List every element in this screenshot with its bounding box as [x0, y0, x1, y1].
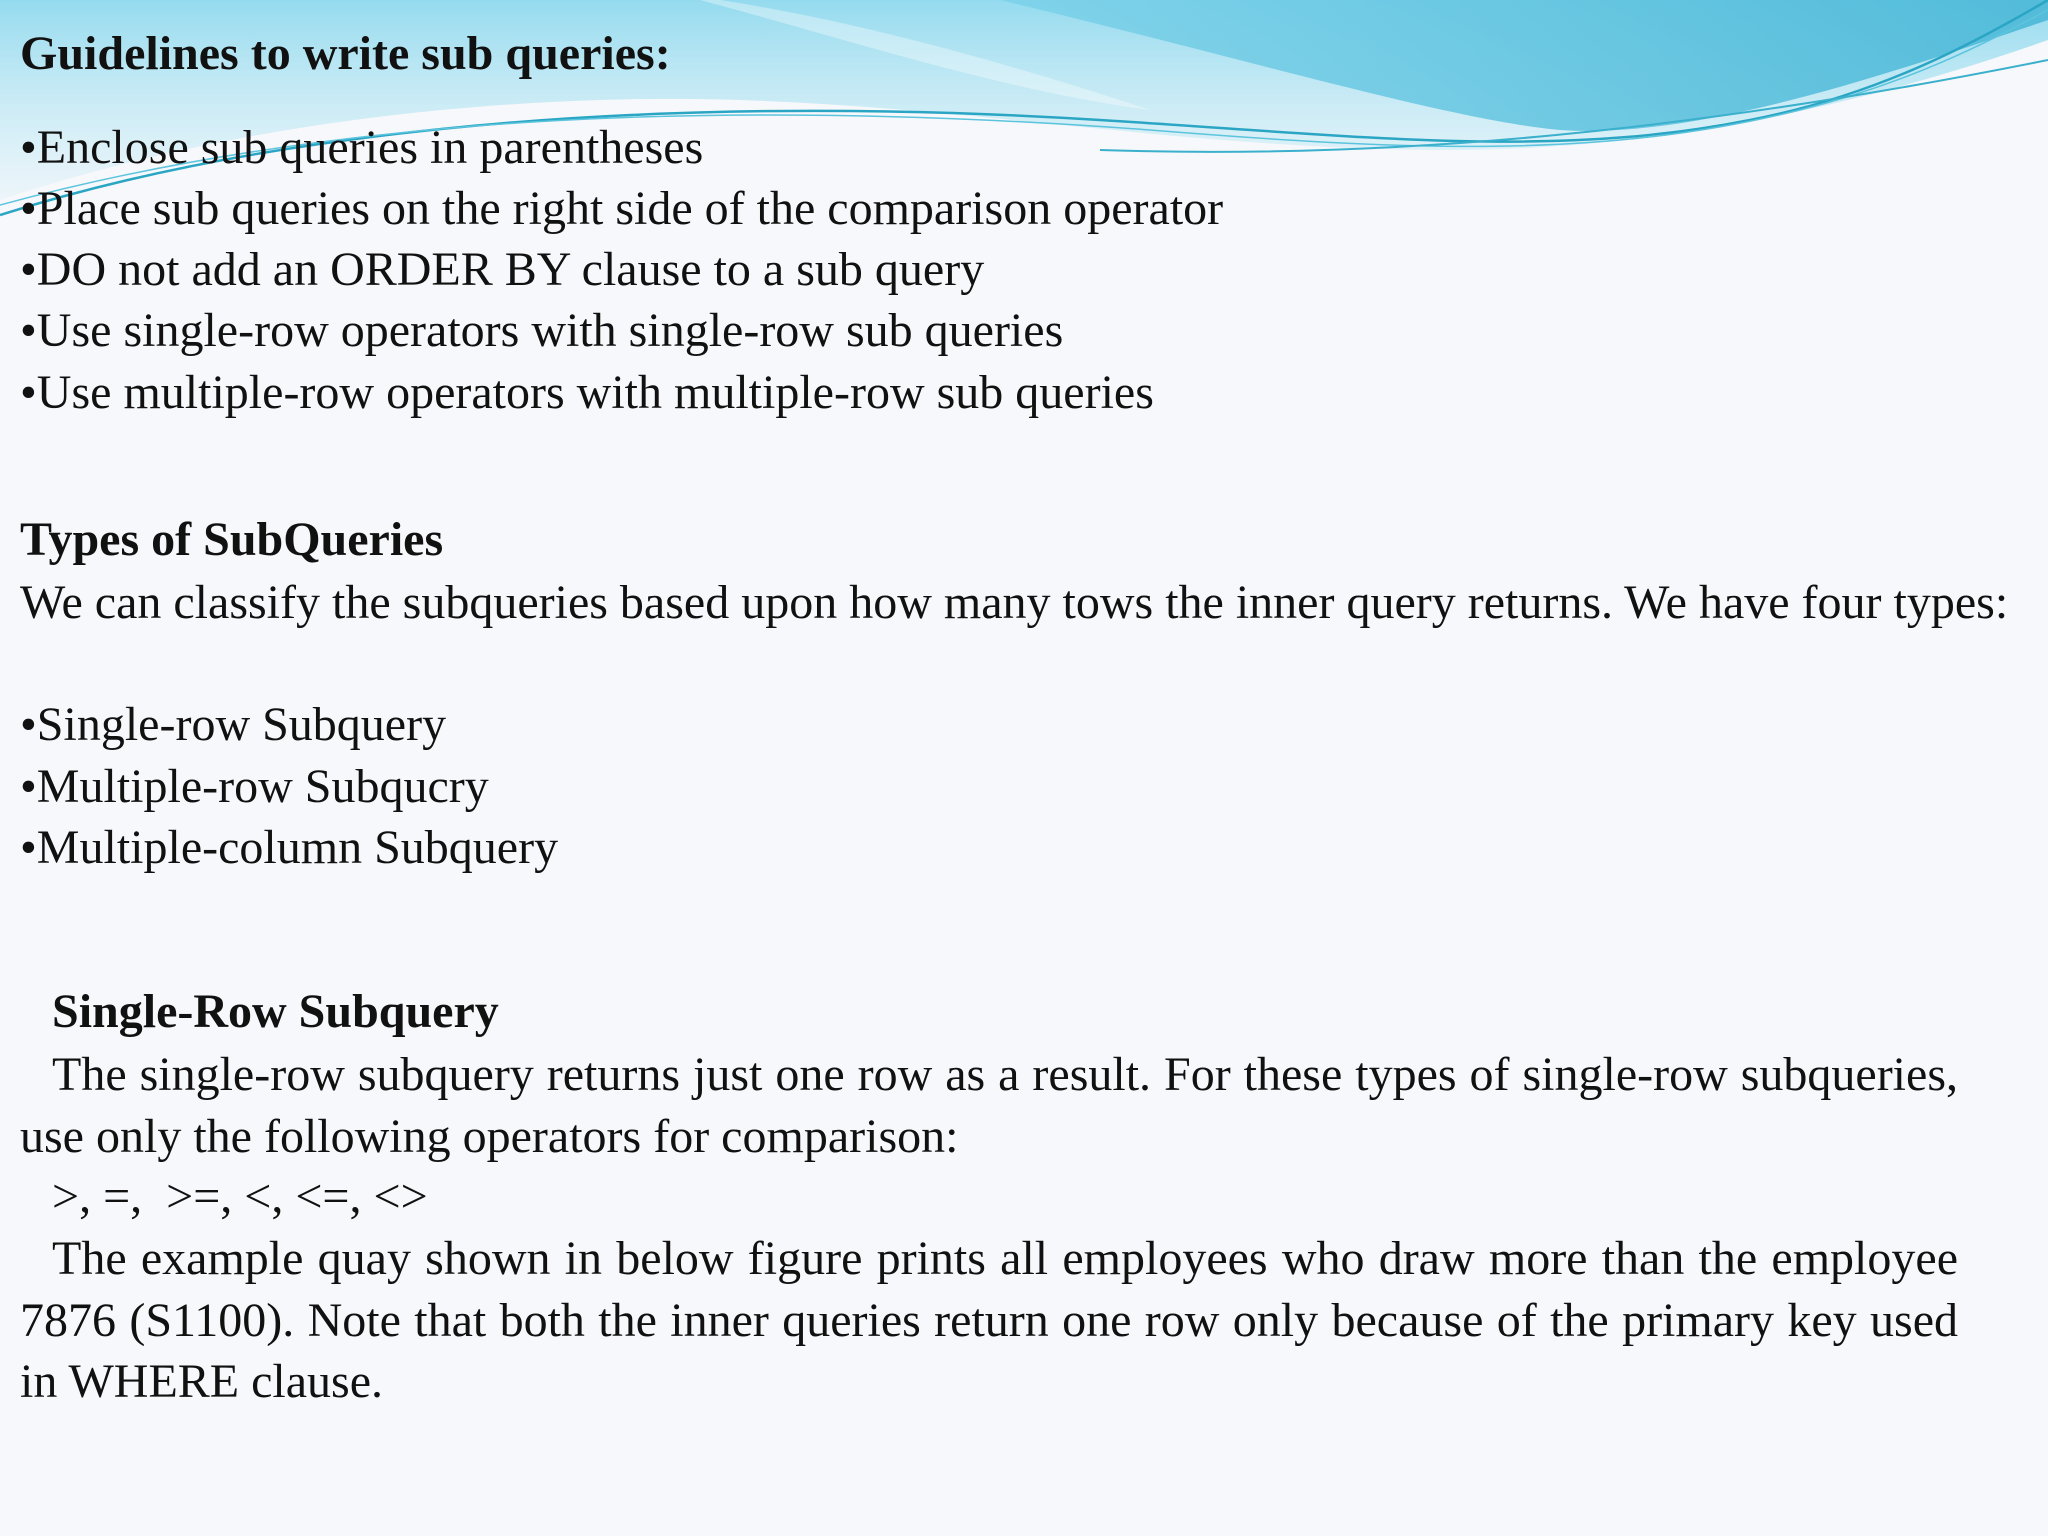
type-item: •Multiple-column Subquery — [20, 821, 559, 874]
type-item: •Multiple-row Subqucry — [20, 760, 489, 813]
example-paragraph: The example quay shown in below figure prints all employees who draw more than the employee 7876 (S1100). Note that both the inner queries return one row only because of the primary key used in WHERE clause. — [20, 1232, 1958, 1408]
type-item: •Single-row Subquery — [20, 698, 447, 751]
guidelines-heading: Guidelines to write sub queries: — [20, 27, 671, 80]
guideline-item: •Use single-row operators with single-row sub queries — [20, 304, 1064, 357]
operators-list: >, =, >=, <, <=, <> — [52, 1170, 428, 1223]
types-heading: Types of SubQueries — [20, 513, 444, 566]
guideline-item: •Use multiple-row operators with multiple-row sub queries — [20, 366, 1154, 419]
single-row-paragraph: The single-row subquery returns just one row as a result. For these types of single-row subqueries, use only the following operators for comparison: — [20, 1048, 1958, 1163]
guideline-item: •Enclose sub queries in parentheses — [20, 121, 704, 174]
single-row-heading: Single-Row Subquery — [52, 985, 499, 1038]
guideline-item: •Place sub queries on the right side of the comparison operator — [20, 182, 1224, 235]
types-intro: We can classify the subqueries based upon how many tows the inner query returns. We have four types: — [20, 576, 2009, 629]
guideline-item: •DO not add an ORDER BY clause to a sub query — [20, 243, 985, 296]
